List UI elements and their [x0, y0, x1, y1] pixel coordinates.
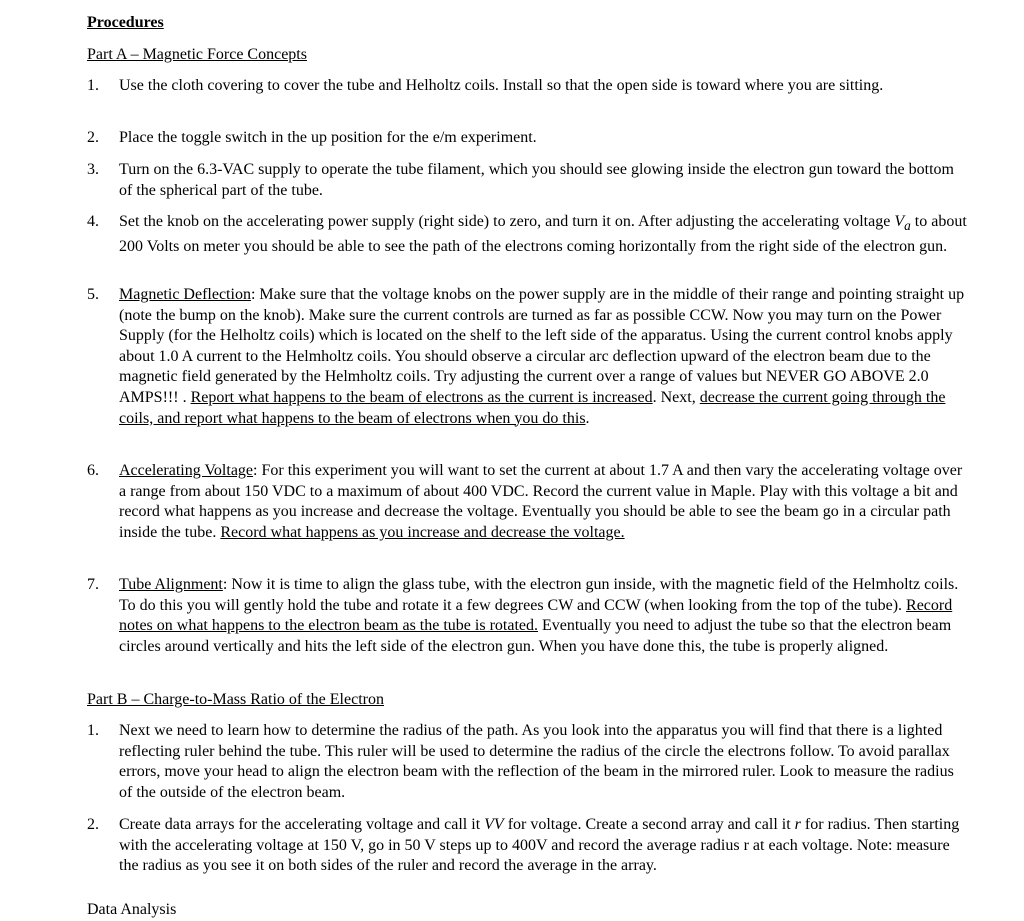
text-run: : Now it is time to align the glass tube, with the electron gun inside, with the magnetic field of the Helmholtz coils. To do this you will gently hold the tube and rotate it a few degrees CW and CCW (when looking from the top of the tube). [119, 576, 959, 614]
part-a-step-5 [87, 285, 967, 429]
step-text [119, 815, 967, 877]
part-a-step-3 [87, 160, 967, 201]
report-instruction: Report what happens to the beam of electrons as the current is increased [190, 388, 653, 406]
text-run: for voltage. Create a second array and call it [503, 816, 795, 833]
part-b-step-2 [87, 815, 967, 877]
step-text: Place the toggle switch in the up position for the e/m experiment. [119, 129, 537, 146]
text-run: : For this experiment you will want to set the current at about 1.7 A and then vary the accelerating voltage over a range from about 150 VDC to a maximum of about 400 VDC. Record the current value in Maple. Play with this voltage a bit and record what happens as you increase and decrease the voltage. Eventually you should be able to see the beam go in a circular path inside the tube. [119, 462, 963, 541]
voltage-subscript: a [904, 218, 911, 234]
step-number: 6. [87, 462, 99, 479]
step-label: Magnetic Deflection [119, 286, 251, 303]
step-label: Accelerating Voltage [119, 462, 254, 479]
step-number: 1. [87, 722, 99, 739]
step-label: Tube Alignment [119, 576, 223, 593]
text-run: to about 200 Volts on meter you should be able to see the path of the electrons coming horizontally from the right side of the electron gun. [119, 213, 967, 255]
step-text: Use the cloth covering to cover the tube and Helholtz coils. Install so that the open side is toward where you are sitting. [119, 77, 884, 94]
radius-array-name: r [794, 816, 801, 833]
step-number: 7. [87, 576, 99, 593]
step-number: 3. [87, 161, 99, 178]
part-a-step-1 [87, 76, 967, 97]
text-run: for radius. Then starting with the accelerating voltage at 150 V, go in 50 V steps up to 400V and record the average radius r at each voltage. Note: measure the radius as you see it on both sides of the ruler and record the average in the array. [119, 816, 960, 875]
text-run: . [585, 409, 590, 427]
part-a-heading: Part A – Magnetic Force Concepts [87, 46, 307, 63]
report-instruction: decrease the current going through the coils, and report what happens to the beam of electrons when you do this [119, 388, 946, 427]
report-instruction: Record notes on what happens to the electron beam as the tube is rotated. [119, 596, 953, 635]
step-text [119, 212, 967, 257]
part-a-step-4 [87, 212, 967, 257]
part-a-step-7 [87, 575, 967, 657]
text-run: Set the knob on the accelerating power supply (right side) to zero, and turn it on. After adjusting the accelerating voltage [119, 213, 895, 230]
step-text [119, 575, 967, 657]
step-number: 5. [87, 286, 99, 303]
part-a-step-2 [87, 128, 967, 149]
step-text: Next we need to learn how to determine the radius of the path. As you look into the apparatus you will find that there is a lighted reflecting ruler behind the tube. This ruler will be used to determine the radius of the circle the electrons follow. To avoid parallax errors, move your head to align the electron beam with the reflection of the beam in the mirrored ruler. Look to measure the radius of the outside of the electron beam. [119, 722, 954, 801]
text-run: : Make sure that the voltage knobs on the power supply are in the middle of their range and pointing straight up (note the bump on the knob). Make sure the current controls are turned as far as possible CCW. Now you may turn on the Power Supply (for the Helholtz coils) which is located on the shelf to the left side of the apparatus. Using the current control knobs apply about 1.0 A current to the Helmholtz coils. You should observe a circular arc deflection upward of the electron beam due to the magnetic field generated by the Helmholtz coils. Try adjusting the current over a range of values but NEVER GO ABOVE 2.0 AMPS!!! . [119, 286, 965, 406]
part-b-heading: Part B – Charge-to-Mass Ratio of the Electron [87, 691, 384, 708]
text-run: . Next, [652, 388, 700, 406]
step-text [119, 461, 967, 543]
step-number: 2. [87, 129, 99, 146]
step-number: 1. [87, 77, 99, 94]
text-run: Create data arrays for the accelerating voltage and call it [119, 816, 485, 833]
part-c-heading-cut-off: Data Analysis [87, 901, 177, 918]
report-instruction: Record what happens as you increase and decrease the voltage. [220, 523, 625, 541]
step-text [119, 285, 967, 429]
part-a-step-6 [87, 461, 967, 543]
voltage-variable: V [894, 213, 905, 230]
step-number: 2. [87, 816, 99, 833]
voltage-array-name: VV [484, 816, 504, 833]
page-title: Procedures [87, 14, 164, 31]
step-text: Turn on the 6.3-VAC supply to operate the tube filament, which you should see glowing inside the electron gun toward the bottom of the spherical part of the tube. [119, 161, 954, 199]
text-run: Eventually you need to adjust the tube so that the electron beam circles around vertically and hits the left side of the electron gun. When you have done this, the tube is properly aligned. [119, 617, 952, 655]
step-number: 4. [87, 213, 99, 230]
part-b-step-1 [87, 721, 967, 803]
